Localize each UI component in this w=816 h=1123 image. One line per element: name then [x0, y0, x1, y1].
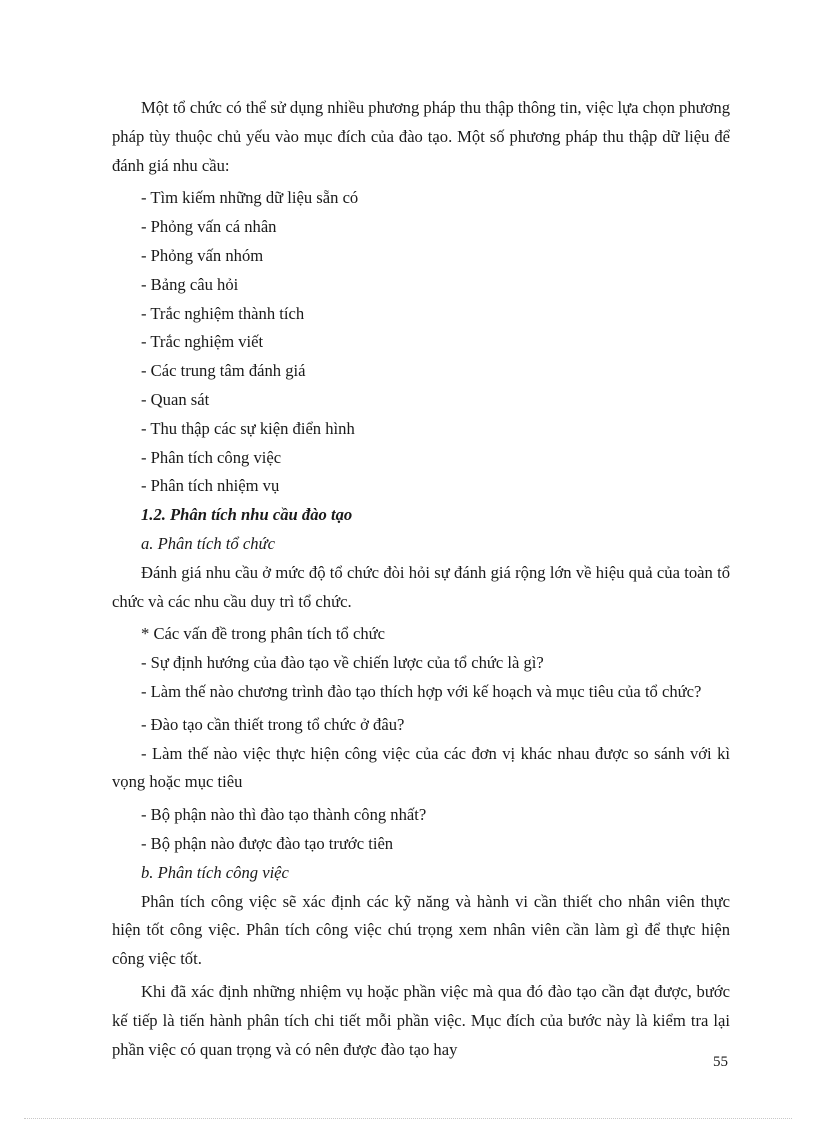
method-item: - Tìm kiếm những dữ liệu sẵn có [141, 188, 359, 208]
method-item: - Các trung tâm đánh giá [141, 361, 306, 381]
method-item: - Phỏng vấn cá nhân [141, 217, 277, 237]
subsection-heading-a: a. Phân tích tổ chức [141, 533, 275, 553]
issue-item: - Sự định hướng của đào tạo về chiến lược của tổ chức là gì? [141, 653, 544, 673]
issue-item: - Làm thế nào việc thực hiện công việc của các đơn vị khác nhau được so sánh với kì vọng hoặc mục tiêu [112, 743, 730, 792]
method-item: - Trắc nghiệm thành tích [141, 303, 305, 323]
subsection-heading-b: b. Phân tích công việc [141, 862, 289, 882]
issue-item: - Bộ phận nào được đào tạo trước tiên [141, 833, 394, 853]
issue-item: - Bộ phận nào thì đào tạo thành công nhất? [141, 805, 427, 825]
method-item: - Phân tích nhiệm vụ [141, 476, 280, 496]
method-item: - Phỏng vấn nhóm [141, 245, 264, 265]
page-body [112, 94, 730, 1064]
issues-title: * Các vấn đề trong phân tích tổ chức [141, 624, 385, 644]
issue-item: - Làm thế nào chương trình đào tạo thích hợp với kế hoạch và mục tiêu của tổ chức? [141, 681, 702, 701]
job-analysis-paragraph: Phân tích công việc sẽ xác định các kỹ năng và hành vi cần thiết cho nhân viên thực hiện tốt công việc. Phân tích công việc chú trọng xem nhân viên cần làm gì để thực hiện công việc tốt. [112, 891, 730, 969]
issue-item: - Đào tạo cần thiết trong tổ chức ở đâu? [141, 714, 405, 734]
intro-paragraph: Một tổ chức có thể sử dụng nhiều phương pháp thu thập thông tin, việc lựa chọn phương pháp tùy thuộc chủ yếu vào mục đích của đào tạo. Một số phương pháp thu thập dữ liệu để đánh giá nhu cầu: [112, 98, 730, 175]
method-item: - Quan sát [141, 389, 210, 409]
footer-divider [24, 1118, 792, 1119]
section-heading: 1.2. Phân tích nhu cầu đào tạo [141, 505, 353, 525]
method-item: - Trắc nghiệm viết [141, 332, 264, 352]
last-paragraph: Khi đã xác định những nhiệm vụ hoặc phần việc mà qua đó đào tạo cần đạt được, bước kế tiếp là tiến hành phân tích chi tiết mỗi phần việc. Mục đích của bước này là kiểm tra lại phần việc có quan trọng và có nên được đào tạo hay [112, 981, 730, 1059]
method-item: - Bảng câu hỏi [141, 274, 239, 294]
method-item: - Thu thập các sự kiện điển hình [141, 418, 355, 438]
method-item: - Phân tích công việc [141, 447, 282, 467]
page-number: 55 [713, 1054, 728, 1070]
org-analysis-paragraph: Đánh giá nhu cầu ở mức độ tổ chức đòi hỏi sự đánh giá rộng lớn về hiệu quả của toàn tổ chức và các nhu cầu duy trì tổ chức. [112, 562, 730, 611]
